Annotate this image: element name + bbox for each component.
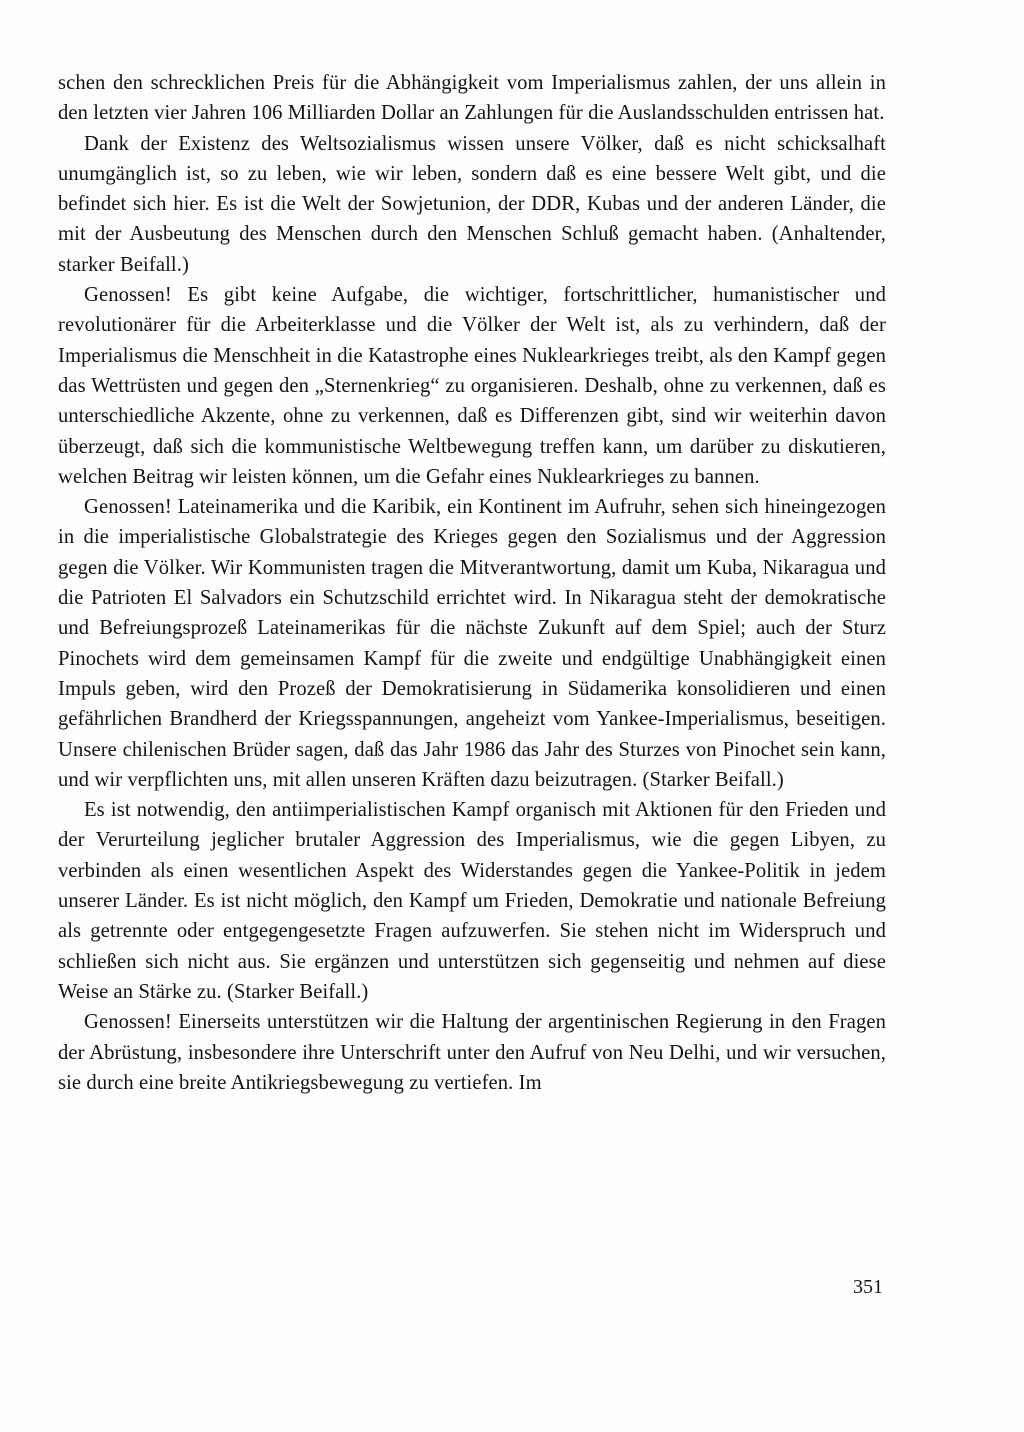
body-text [58,68,886,1098]
paragraph-4: Genossen! Lateinamerika und die Karibik, ein Kontinent im Aufruhr, sehen sich hineingezogen in die imperialistische Globalstrategie des Krieges gegen den Sozialismus und der Aggression gegen die Völker. Wir Kommunisten tragen die Mitverantwortung, damit um Kuba, Nikaragua und die Patrioten El Salvadors ein Schutzschild errichtet wird. In Nikaragua steht der demokratische und Befreiungsprozeß Lateinamerikas für die nächste Zukunft auf dem Spiel; auch der Sturz Pinochets wird dem gemeinsamen Kampf für die zweite und endgültige Unabhängigkeit einen Impuls geben, wird den Prozeß der Demokratisierung in Südamerika konsolidieren und einen gefährlichen Brandherd der Kriegsspannungen, angeheizt vom Yankee-Imperialismus, beseitigen. Unsere chilenischen Brüder sagen, daß das Jahr 1986 das Jahr des Sturzes von Pinochet sein kann, und wir verpflichten uns, mit allen unseren Kräften dazu beizutragen. (Starker Beifall.) [58,496,886,791]
paragraph-5: Es ist notwendig, den antiimperialistischen Kampf organisch mit Aktionen für den Frieden und der Verurteilung jeglicher brutaler Aggression des Imperialismus, wie die gegen Libyen, zu verbinden als einen wesentlichen Aspekt des Widerstandes gegen die Yankee-Politik in jedem unserer Länder. Es ist nicht möglich, den Kampf um Frieden, Demokratie und nationale Befreiung als getrennte oder entgegengesetzte Fragen aufzuwerfen. Sie stehen nicht im Widerspruch und schließen sich nicht aus. Sie ergänzen und unterstützen sich gegenseitig und nehmen auf diese Weise an Stärke zu. (Starker Beifall.) [58,799,886,1003]
paragraph-1: schen den schrecklichen Preis für die Abhängigkeit vom Imperialismus zahlen, der uns allein in den letzten vier Jahren 106 Milliarden Dollar an Zahlungen für die Auslandsschulden entrissen hat. [58,72,886,125]
paragraph-6: Genossen! Einerseits unterstützen wir die Haltung der argentinischen Regierung in den Fragen der Abrüstung, insbesondere ihre Unterschrift unter den Aufruf von Neu Delhi, und wir versuchen, sie durch eine breite Antikriegsbewegung zu vertiefen. Im [58,1011,886,1094]
paragraph-3: Genossen! Es gibt keine Aufgabe, die wichtiger, fortschrittlicher, humanistischer und revolutionärer für die Arbeiterklasse und die Völker der Welt ist, als zu verhindern, daß der Imperialismus die Menschheit in die Katastrophe eines Nuklearkrieges treibt, als den Kampf gegen das Wettrüsten und gegen den „Sternenkrieg“ zu organisieren. Deshalb, ohne zu verkennen, daß es unterschiedliche Akzente, ohne zu verkennen, daß es Differenzen gibt, sind wir weiterhin davon überzeugt, daß sich die kommunistische Weltbewegung treffen kann, um darüber zu diskutieren, welchen Beitrag wir leisten können, um die Gefahr eines Nuklearkrieges zu bannen. [58,284,886,488]
paragraph-2: Dank der Existenz des Weltsozialismus wissen unsere Völker, daß es nicht schicksalhaft unumgänglich ist, so zu leben, wie wir leben, sondern daß es eine bessere Welt gibt, und die befindet sich hier. Es ist die Welt der Sowjetunion, der DDR, Kubas und der anderen Länder, die mit der Ausbeutung des Menschen durch den Menschen Schluß gemacht haben. (Anhaltender, starker Beifall.) [58,132,886,276]
page-number: 351 [853,1276,883,1298]
